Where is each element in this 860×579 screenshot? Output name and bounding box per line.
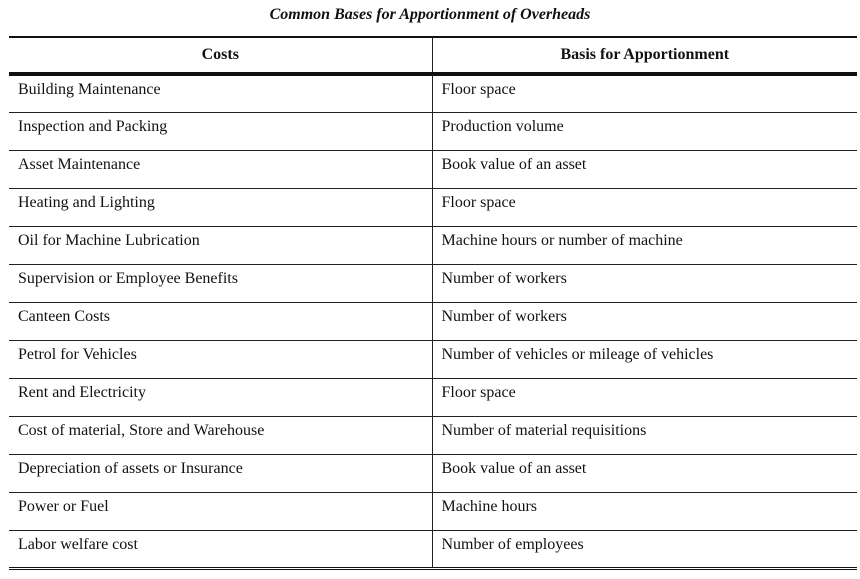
- table-row: [9, 302, 857, 340]
- cost-cell: Canteen Costs: [9, 302, 432, 340]
- table-row: [9, 530, 857, 568]
- basis-cell: Number of material requisitions: [432, 416, 857, 454]
- table-title: Common Bases for Apportionment of Overheads: [269, 6, 591, 23]
- cost-cell: Depreciation of assets or Insurance: [9, 454, 432, 492]
- header-costs: Costs: [9, 37, 432, 74]
- table-row: [9, 150, 857, 188]
- cost-cell: Labor welfare cost: [9, 530, 432, 568]
- basis-cell: Floor space: [432, 378, 857, 416]
- basis-cell: Number of workers: [432, 302, 857, 340]
- table-row: [9, 74, 857, 112]
- table-row: [9, 264, 857, 302]
- basis-cell: Book value of an asset: [432, 454, 857, 492]
- basis-cell: Floor space: [432, 74, 857, 112]
- table-row: [9, 340, 857, 378]
- table-row: [9, 454, 857, 492]
- apportionment-table: [9, 36, 857, 570]
- table-row: [9, 188, 857, 226]
- table-row: [9, 226, 857, 264]
- basis-cell: Number of vehicles or mileage of vehicles: [432, 340, 857, 378]
- cost-cell: Supervision or Employee Benefits: [9, 264, 432, 302]
- basis-cell: Floor space: [432, 188, 857, 226]
- table-row: [9, 378, 857, 416]
- table-row: [9, 112, 857, 150]
- cost-cell: Inspection and Packing: [9, 112, 432, 150]
- cost-cell: Power or Fuel: [9, 492, 432, 530]
- basis-cell: Book value of an asset: [432, 150, 857, 188]
- table-row: [9, 416, 857, 454]
- cost-cell: Petrol for Vehicles: [9, 340, 432, 378]
- cost-cell: Oil for Machine Lubrication: [9, 226, 432, 264]
- header-basis: Basis for Apportionment: [432, 37, 857, 74]
- cost-cell: Asset Maintenance: [9, 150, 432, 188]
- basis-cell: Number of employees: [432, 530, 857, 568]
- cost-cell: Cost of material, Store and Warehouse: [9, 416, 432, 454]
- basis-cell: Production volume: [432, 112, 857, 150]
- basis-cell: Number of workers: [432, 264, 857, 302]
- basis-cell: Machine hours: [432, 492, 857, 530]
- table-row: [9, 492, 857, 530]
- cost-cell: Heating and Lighting: [9, 188, 432, 226]
- cost-cell: Rent and Electricity: [9, 378, 432, 416]
- table-header-row: [9, 37, 857, 74]
- basis-cell: Machine hours or number of machine: [432, 226, 857, 264]
- cost-cell: Building Maintenance: [9, 74, 432, 112]
- apportionment-table-container: [9, 36, 857, 570]
